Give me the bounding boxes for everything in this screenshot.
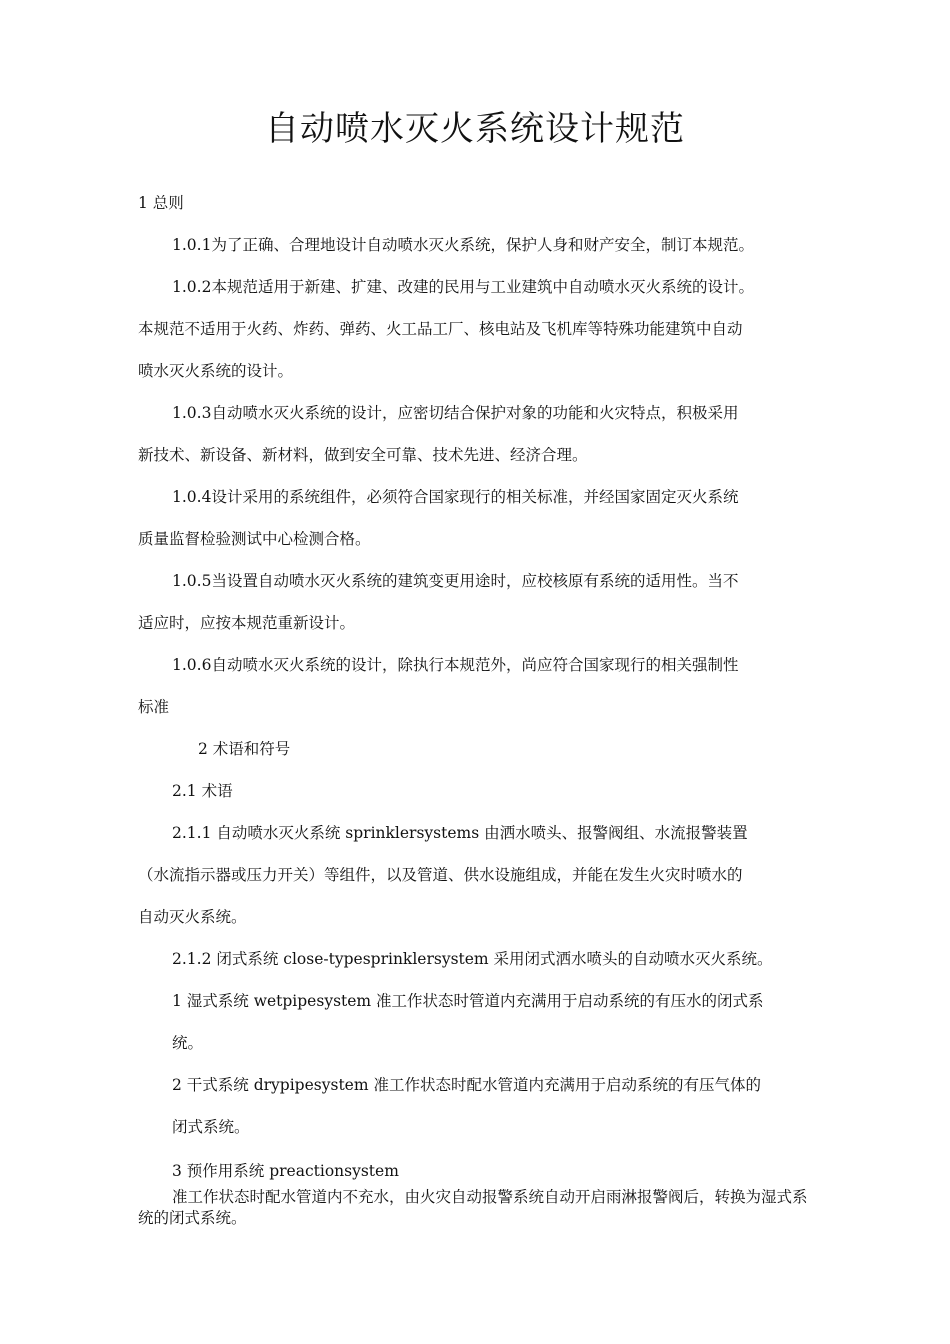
list-item-wet-system-line2: 统。 xyxy=(172,1034,204,1052)
clause-1-0-6-line2: 标准 xyxy=(138,698,170,716)
section-heading-terms: 2 术语和符号 xyxy=(198,740,291,758)
clause-1-0-2-line3: 喷水灭火系统的设计。 xyxy=(138,362,294,380)
clause-2-1-1-line2: （水流指示器或压力开关）等组件，以及管道、供水设施组成，并能在发生火灾时喷水的 xyxy=(138,866,743,884)
clause-1-0-1: 1.0.1为了正确、合理地设计自动喷水灭火系统，保护人身和财产安全，制订本规范。 xyxy=(172,236,754,254)
clause-1-0-4-line2: 质量监督检验测试中心检测合格。 xyxy=(138,530,371,548)
clause-1-0-3-line1: 1.0.3自动喷水灭火系统的设计，应密切结合保护对象的功能和火灾特点，积极采用 xyxy=(172,404,739,422)
clause-1-0-5-line2: 适应时，应按本规范重新设计。 xyxy=(138,614,356,632)
clause-1-0-2-line2: 本规范不适用于火药、炸药、弹药、火工品工厂、核电站及飞机库等特殊功能建筑中自动 xyxy=(138,320,743,338)
clause-1-0-3-line2: 新技术、新设备、新材料，做到安全可靠、技术先进、经济合理。 xyxy=(138,446,588,464)
list-item-dry-system-line1: 2 干式系统 drypipesystem 准工作状态时配水管道内充满用于启动系统的有压气体的 xyxy=(172,1076,761,1094)
clause-1-0-4-line1: 1.0.4设计采用的系统组件，必须符合国家现行的相关标准，并经国家固定灭火系统 xyxy=(172,488,739,506)
clause-1-0-2-line1: 1.0.2本规范适用于新建、扩建、改建的民用与工业建筑中自动喷水灭火系统的设计。 xyxy=(172,278,754,296)
section-heading-general: 1 总则 xyxy=(138,194,184,212)
list-item-preaction-heading: 3 预作用系统 preactionsystem xyxy=(172,1162,399,1180)
clause-2-1-1-line3: 自动灭火系统。 xyxy=(138,908,247,926)
list-item-dry-system-line2: 闭式系统。 xyxy=(172,1118,250,1136)
list-item-preaction-body: 准工作状态时配水管道内不充水，由火灾自动报警系统自动开启雨淋报警阀后，转换为湿式系统的闭式系统。 xyxy=(138,1188,808,1227)
clause-1-0-6-line1: 1.0.6自动喷水灭火系统的设计，除执行本规范外，尚应符合国家现行的相关强制性 xyxy=(172,656,739,674)
clause-2-1-1-line1: 2.1.1 自动喷水灭火系统 sprinklersystems 由洒水喷头、报警阀组、水流报警装置 xyxy=(172,824,748,842)
clause-2-1-2: 2.1.2 闭式系统 close-typesprinklersystem 采用闭式洒水喷头的自动喷水灭火系统。 xyxy=(172,950,773,968)
subsection-heading-terms: 2.1 术语 xyxy=(172,782,233,800)
list-item-wet-system-line1: 1 湿式系统 wetpipesystem 准工作状态时管道内充满用于启动系统的有压水的闭式系 xyxy=(172,992,764,1010)
document-title: 自动喷水灭火系统设计规范 xyxy=(265,109,685,149)
clause-1-0-5-line1: 1.0.5当设置自动喷水灭火系统的建筑变更用途时，应校核原有系统的适用性。当不 xyxy=(172,572,739,590)
